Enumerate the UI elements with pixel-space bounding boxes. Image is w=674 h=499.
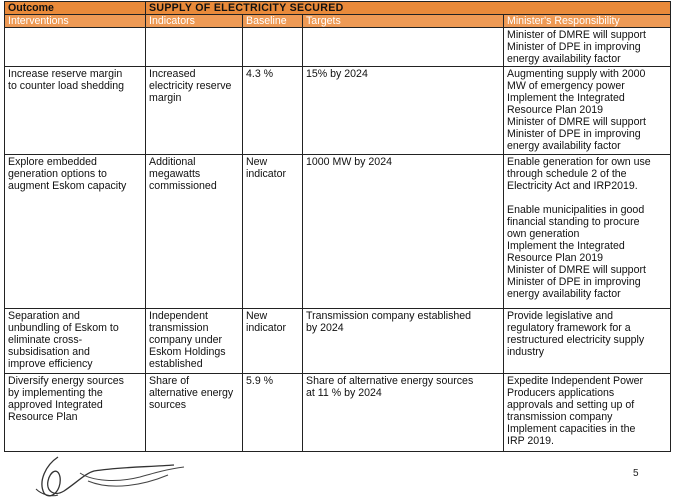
target-cell: 1000 MW by 2024	[303, 155, 504, 309]
outcome-value: SUPPLY OF ELECTRICITY SECURED	[146, 2, 671, 15]
table-row	[5, 155, 671, 309]
signature-mark	[28, 451, 198, 499]
target-cell: 15% by 2024	[303, 67, 504, 155]
baseline-cell: 4.3 %	[243, 67, 303, 155]
header-baseline: Baseline	[243, 15, 303, 28]
outcome-row	[5, 2, 671, 15]
header-responsibility: Minister's Responsibility	[504, 15, 671, 28]
outcome-table	[4, 1, 671, 452]
responsibility-cell: Enable generation for own use through schedule 2 of the Electricity Act and IRP2019. Enable municipalities in good financial standing to procure own generation Implement the Integrated Resource Plan 2019 Minister of DMRE will support Minister of DPE in improving energy availability factor	[504, 155, 671, 309]
header-row	[5, 15, 671, 28]
intervention-cell: Diversify energy sources by implementing the approved Integrated Resource Plan	[5, 374, 146, 452]
intervention-cell	[5, 28, 146, 67]
intervention-cell: Explore embedded generation options to augment Eskom capacity	[5, 155, 146, 309]
table-row	[5, 374, 671, 452]
header-indicators: Indicators	[146, 15, 243, 28]
target-cell: Share of alternative energy sources at 11 % by 2024	[303, 374, 504, 452]
indicator-cell	[146, 28, 243, 67]
intervention-cell: Separation and unbundling of Eskom to eliminate cross- subsidisation and improve efficiency	[5, 309, 146, 374]
baseline-cell: 5.9 %	[243, 374, 303, 452]
indicator-cell: Share of alternative energy sources	[146, 374, 243, 452]
responsibility-cell: Expedite Independent Power Producers applications approvals and setting up of transmission company Implement capacities in the IRP 2019.	[504, 374, 671, 452]
responsibility-cell: Provide legislative and regulatory framework for a restructured electricity supply industry	[504, 309, 671, 374]
outcome-label: Outcome	[5, 2, 146, 15]
intervention-cell: Increase reserve margin to counter load shedding	[5, 67, 146, 155]
header-targets: Targets	[303, 15, 504, 28]
indicator-cell: Additional megawatts commissioned	[146, 155, 243, 309]
table-row	[5, 309, 671, 374]
table-row	[5, 28, 671, 67]
responsibility-cell: Augmenting supply with 2000 MW of emergency power Implement the Integrated Resource Plan 2019 Minister of DMRE will support Minister of DPE in improving energy availability factor	[504, 67, 671, 155]
baseline-cell	[243, 28, 303, 67]
target-cell: Transmission company established by 2024	[303, 309, 504, 374]
baseline-cell: New indicator	[243, 155, 303, 309]
header-interventions: Interventions	[5, 15, 146, 28]
page-number: 5	[633, 468, 639, 479]
responsibility-cell: Minister of DMRE will support Minister of DPE in improving energy availability factor	[504, 28, 671, 67]
indicator-cell: Increased electricity reserve margin	[146, 67, 243, 155]
target-cell	[303, 28, 504, 67]
indicator-cell: Independent transmission company under Eskom Holdings established	[146, 309, 243, 374]
table-row	[5, 67, 671, 155]
baseline-cell: New indicator	[243, 309, 303, 374]
